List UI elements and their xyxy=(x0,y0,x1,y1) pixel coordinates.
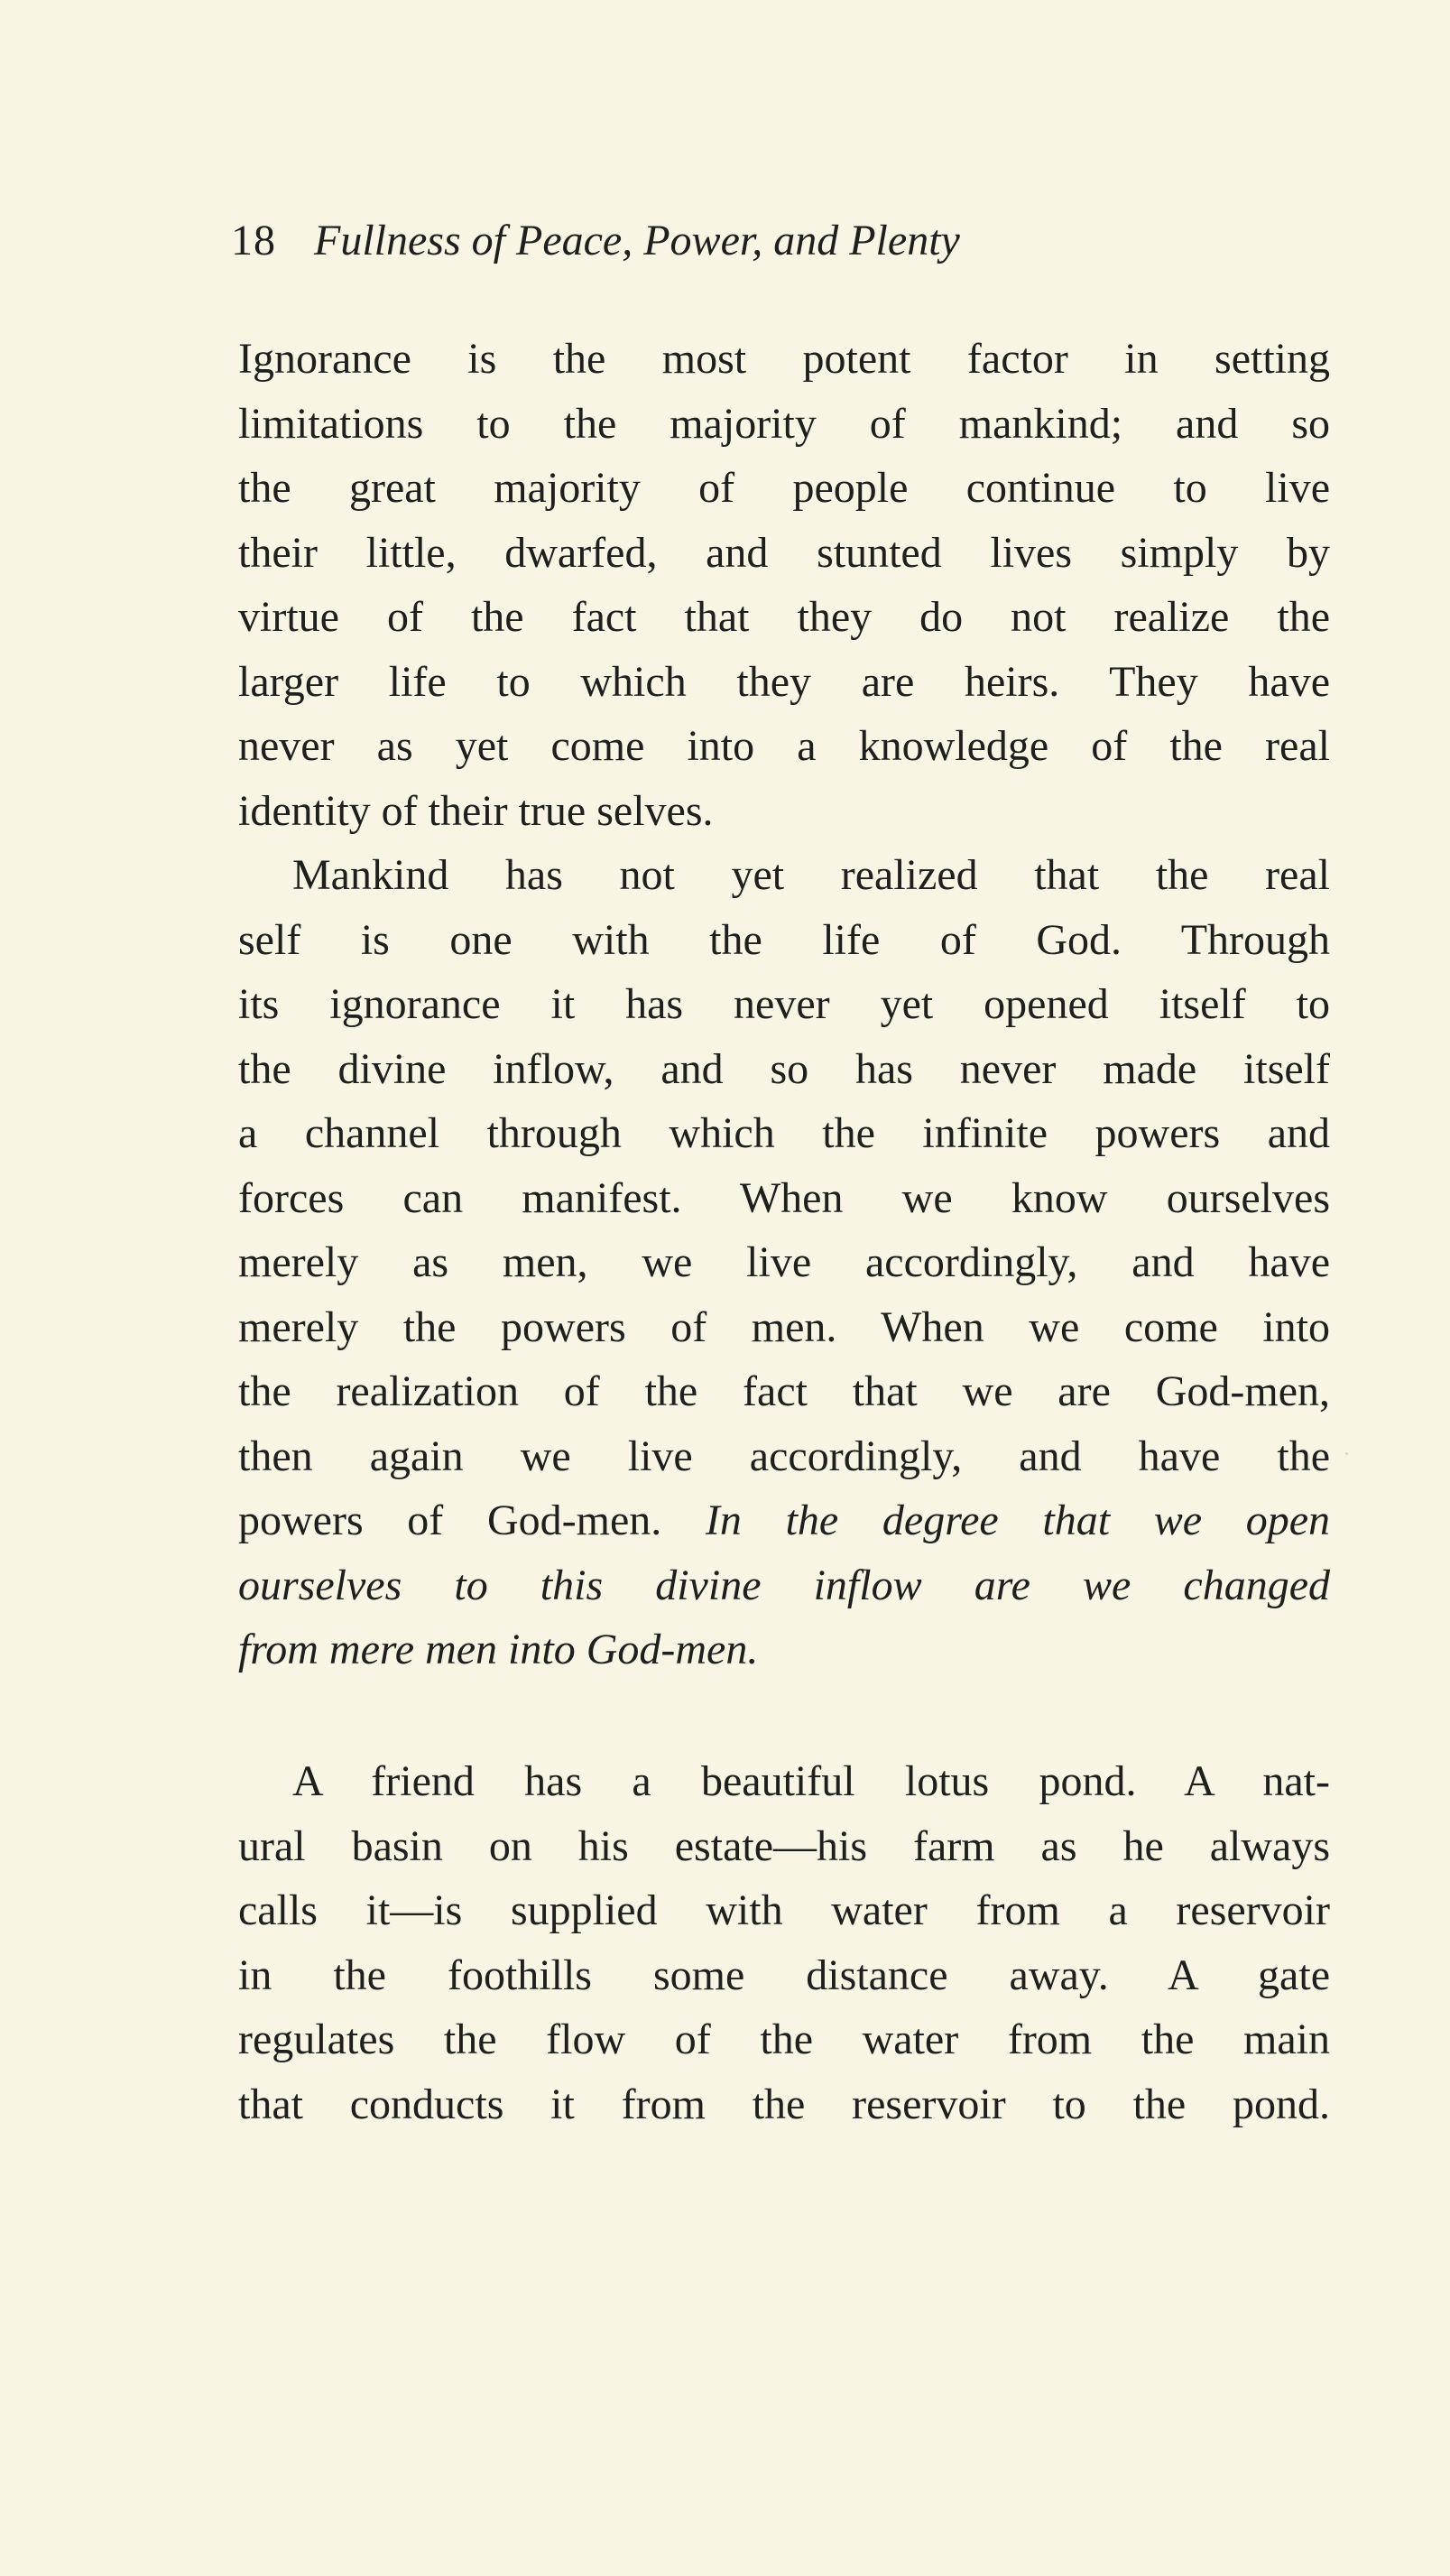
text-line: its ignorance it has never yet opened itself to xyxy=(238,980,1330,1028)
text-line: calls it—is supplied with water from a reservoir xyxy=(238,1886,1330,1934)
text-line-mixed xyxy=(238,1488,1330,1553)
roman-text: powers of God-men. xyxy=(238,1496,662,1544)
text-line: virtue of the fact that they do not realize the xyxy=(238,593,1330,641)
paper-speck xyxy=(1345,1452,1348,1455)
text-line: the divine inflow, and so has never made itself xyxy=(238,1044,1330,1093)
text-line: A friend has a beautiful lotus pond. A nat- xyxy=(292,1757,1330,1805)
page-number: 18 xyxy=(231,217,276,264)
italic-emphasis-line: ourselves to this divine inflow are we changed xyxy=(238,1561,1330,1609)
text-line: forces can manifest. When we know ourselves xyxy=(238,1173,1330,1222)
text-line: merely the powers of men. When we come into xyxy=(238,1302,1330,1351)
paragraph-ignorance xyxy=(238,327,1330,843)
text-line: never as yet come into a knowledge of the real xyxy=(238,722,1330,770)
paragraph-mankind xyxy=(238,843,1330,1682)
text-line: the great majority of people continue to live xyxy=(238,464,1330,512)
text-line: a channel through which the infinite powers and xyxy=(238,1109,1330,1157)
text-line: limitations to the majority of mankind; and so xyxy=(238,399,1330,448)
running-title: Fullness of Peace, Power, and Plenty xyxy=(314,217,960,264)
text-line: merely as men, we live accordingly, and have xyxy=(238,1238,1330,1286)
text-line: then again we live accordingly, and have the xyxy=(238,1432,1330,1480)
text-line: Ignorance is the most potent factor in setting xyxy=(238,335,1330,383)
text-line: self is one with the life of God. Through xyxy=(238,915,1330,964)
text-line: identity of their true selves. xyxy=(238,786,714,835)
running-header xyxy=(231,209,960,273)
italic-emphasis: In the degree that we open xyxy=(705,1496,1331,1544)
text-line: regulates the flow of the water from the main xyxy=(238,2015,1330,2063)
text-line: that conducts it from the reservoir to the pond. xyxy=(238,2080,1330,2128)
text-line: in the foothills some distance away. A gate xyxy=(238,1951,1330,1999)
paragraph-lotus-pond xyxy=(238,1749,1330,2136)
text-line: Mankind has not yet realized that the real xyxy=(292,851,1330,899)
text-line: the realization of the fact that we are God-men, xyxy=(238,1367,1330,1415)
text-line: larger life to which they are heirs. They have xyxy=(238,657,1330,706)
text-line: their little, dwarfed, and stunted lives simply by xyxy=(238,528,1330,577)
text-line: ural basin on his estate—his farm as he always xyxy=(238,1821,1330,1870)
italic-emphasis-line: from mere men into God-men. xyxy=(238,1626,759,1673)
